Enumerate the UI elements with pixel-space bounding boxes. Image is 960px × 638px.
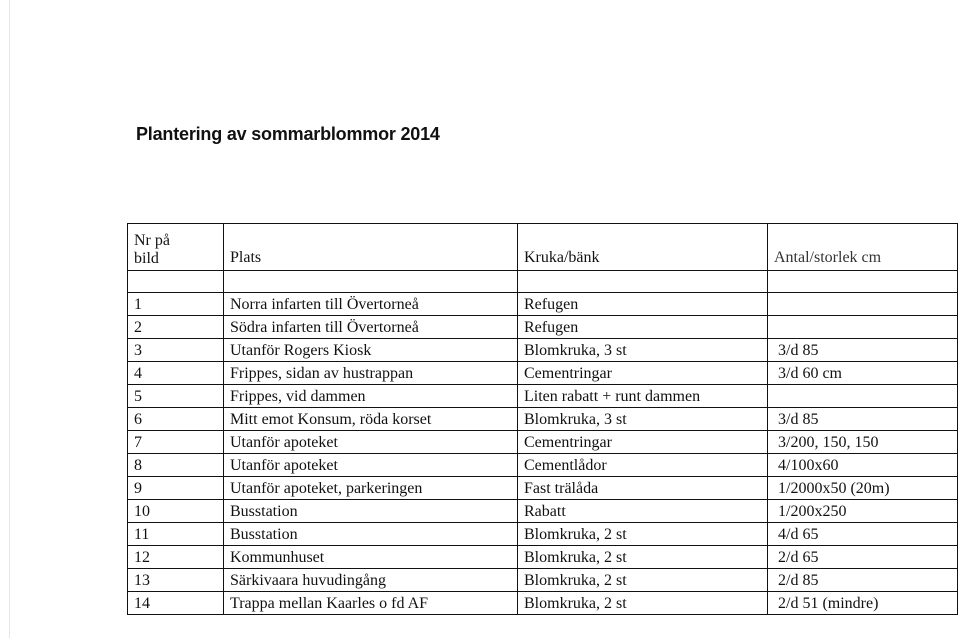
cell-pot: Blomkruka, 2 st bbox=[518, 523, 768, 546]
table-row bbox=[128, 477, 958, 500]
cell-nr: 4 bbox=[128, 362, 224, 385]
cell-pot: Cementlådor bbox=[518, 454, 768, 477]
scan-edge-line bbox=[9, 0, 10, 638]
cell-pot: Refugen bbox=[518, 293, 768, 316]
cell-nr: 13 bbox=[128, 569, 224, 592]
cell-place: Särkivaara huvudingång bbox=[224, 569, 518, 592]
cell-place: Utanför Rogers Kiosk bbox=[224, 339, 518, 362]
cell-pot: Blomkruka, 3 st bbox=[518, 339, 768, 362]
document-title: Plantering av sommarblommor 2014 bbox=[136, 124, 440, 144]
cell-nr: 10 bbox=[128, 500, 224, 523]
header-nr-line2: bild bbox=[134, 250, 159, 267]
cell-size: 3/d 85 bbox=[768, 408, 958, 431]
table-row bbox=[128, 500, 958, 523]
spacer-cell bbox=[224, 271, 518, 293]
cell-pot: Rabatt bbox=[518, 500, 768, 523]
cell-nr: 2 bbox=[128, 316, 224, 339]
cell-nr: 14 bbox=[128, 592, 224, 615]
cell-size bbox=[768, 293, 958, 316]
cell-place: Frippes, sidan av hustrappan bbox=[224, 362, 518, 385]
table-row bbox=[128, 454, 958, 477]
cell-pot: Blomkruka, 2 st bbox=[518, 546, 768, 569]
cell-size: 4/100x60 bbox=[768, 454, 958, 477]
cell-size: 4/d 65 bbox=[768, 523, 958, 546]
cell-nr: 7 bbox=[128, 431, 224, 454]
cell-place: Mitt emot Konsum, röda korset bbox=[224, 408, 518, 431]
header-place: Plats bbox=[224, 224, 518, 271]
cell-nr: 6 bbox=[128, 408, 224, 431]
cell-place: Busstation bbox=[224, 523, 518, 546]
header-nr-line1: Nr på bbox=[134, 232, 170, 249]
cell-pot: Blomkruka, 3 st bbox=[518, 408, 768, 431]
cell-nr: 12 bbox=[128, 546, 224, 569]
table-row bbox=[128, 546, 958, 569]
cell-size bbox=[768, 385, 958, 408]
cell-pot: Blomkruka, 2 st bbox=[518, 592, 768, 615]
table-row bbox=[128, 362, 958, 385]
cell-nr: 9 bbox=[128, 477, 224, 500]
table-row bbox=[128, 592, 958, 615]
spacer-cell bbox=[128, 271, 224, 293]
table-row bbox=[128, 316, 958, 339]
table-header-row bbox=[128, 224, 958, 271]
table-row bbox=[128, 385, 958, 408]
cell-place: Norra infarten till Övertorneå bbox=[224, 293, 518, 316]
cell-size: 3/d 85 bbox=[768, 339, 958, 362]
header-pot: Kruka/bänk bbox=[518, 224, 768, 271]
spacer-cell bbox=[518, 271, 768, 293]
cell-size: 2/d 85 bbox=[768, 569, 958, 592]
table-spacer-row bbox=[128, 271, 958, 293]
cell-pot: Blomkruka, 2 st bbox=[518, 569, 768, 592]
cell-nr: 5 bbox=[128, 385, 224, 408]
cell-place: Frippes, vid dammen bbox=[224, 385, 518, 408]
cell-place: Kommunhuset bbox=[224, 546, 518, 569]
cell-place: Utanför apoteket bbox=[224, 454, 518, 477]
cell-size: 3/200, 150, 150 bbox=[768, 431, 958, 454]
spacer-cell bbox=[768, 271, 958, 293]
cell-size bbox=[768, 316, 958, 339]
planting-table bbox=[127, 223, 958, 615]
table-body bbox=[128, 271, 958, 615]
cell-place: Utanför apoteket bbox=[224, 431, 518, 454]
table-row bbox=[128, 431, 958, 454]
cell-nr: 8 bbox=[128, 454, 224, 477]
cell-size: 3/d 60 cm bbox=[768, 362, 958, 385]
cell-pot: Fast trälåda bbox=[518, 477, 768, 500]
header-nr bbox=[128, 224, 224, 271]
cell-place: Södra infarten till Övertorneå bbox=[224, 316, 518, 339]
table-row bbox=[128, 569, 958, 592]
cell-pot: Cementringar bbox=[518, 362, 768, 385]
table-row bbox=[128, 523, 958, 546]
cell-size: 1/2000x50 (20m) bbox=[768, 477, 958, 500]
cell-place: Utanför apoteket, parkeringen bbox=[224, 477, 518, 500]
cell-pot: Liten rabatt + runt dammen bbox=[518, 385, 768, 408]
table-row bbox=[128, 408, 958, 431]
cell-nr: 11 bbox=[128, 523, 224, 546]
table-row bbox=[128, 293, 958, 316]
cell-pot: Refugen bbox=[518, 316, 768, 339]
cell-size: 2/d 65 bbox=[768, 546, 958, 569]
table-row bbox=[128, 339, 958, 362]
cell-place: Trappa mellan Kaarles o fd AF bbox=[224, 592, 518, 615]
cell-place: Busstation bbox=[224, 500, 518, 523]
cell-size: 1/200x250 bbox=[768, 500, 958, 523]
cell-nr: 1 bbox=[128, 293, 224, 316]
cell-pot: Cementringar bbox=[518, 431, 768, 454]
header-size: Antal/storlek cm bbox=[768, 224, 958, 271]
cell-nr: 3 bbox=[128, 339, 224, 362]
cell-size: 2/d 51 (mindre) bbox=[768, 592, 958, 615]
